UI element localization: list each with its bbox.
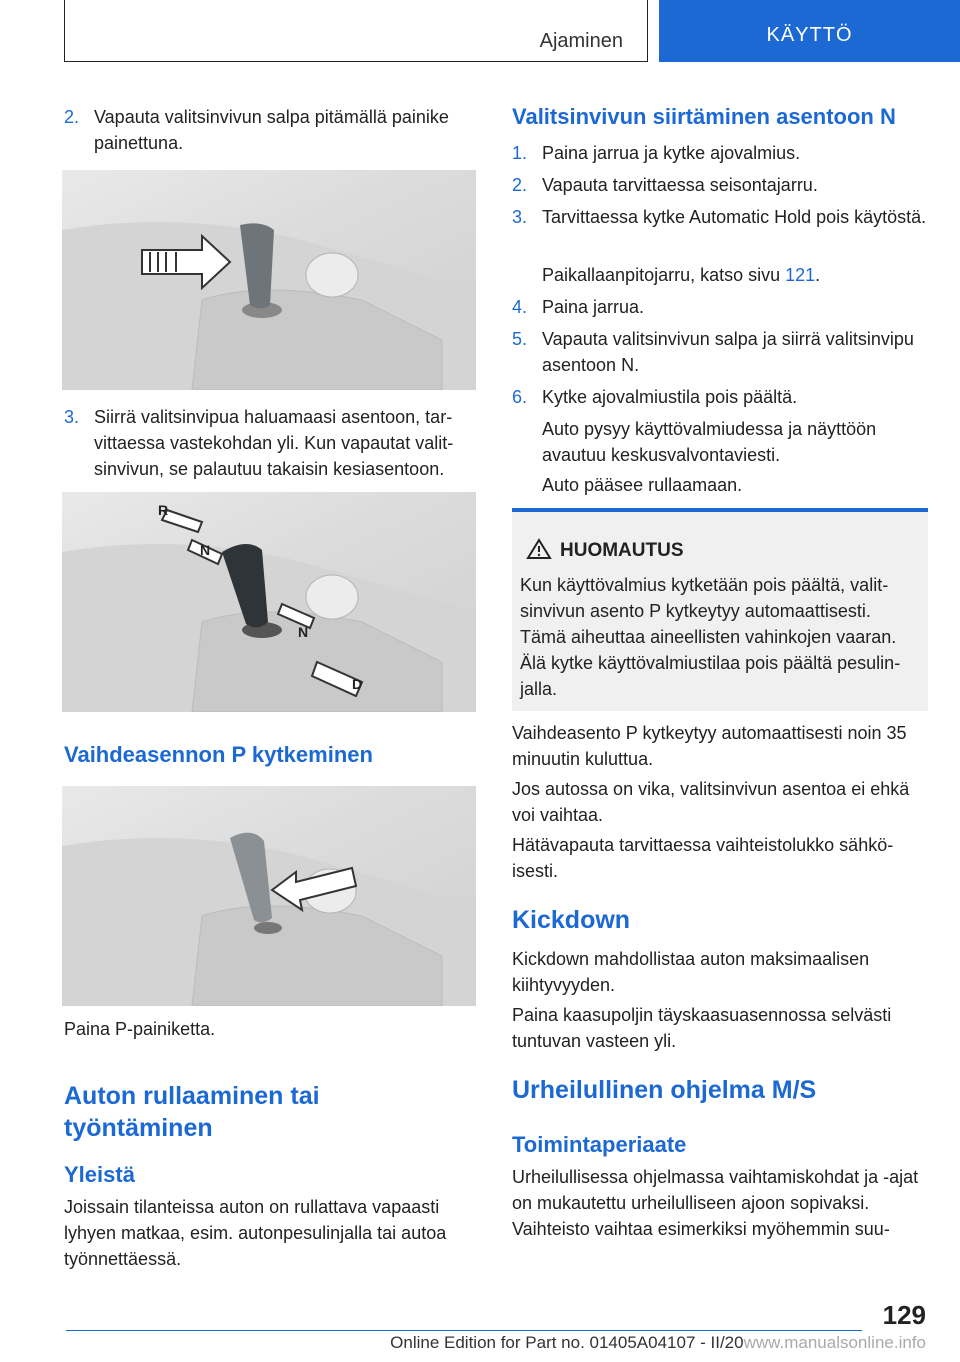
step-number: 2. xyxy=(512,175,528,195)
watermark: www.manualsonline.info xyxy=(743,1333,926,1352)
heading-p-position: Vaihdeasennon P kytkeminen xyxy=(64,742,373,767)
right-step-6 xyxy=(512,384,958,410)
right-step-1 xyxy=(512,140,958,166)
step-number: 4. xyxy=(512,297,528,317)
right-step-2 xyxy=(512,172,958,198)
gear-label-n-upper: N xyxy=(200,542,211,558)
step-number: 5. xyxy=(512,329,528,349)
heading-general: Yleistä xyxy=(64,1162,135,1187)
step-text: Kytke ajovalmiustila pois päältä. xyxy=(542,387,798,407)
note-title: HUOMAUTUS xyxy=(560,540,684,561)
para-fault: Jos autossa on vika, valitsinvivun asentoa ei ehkä voi vaihtaa. xyxy=(512,779,910,825)
principle-text: Urheilullisessa ohjelmassa vaihtamiskohdat ja -ajat on mukautettu urheilulliseen ajoon sopivaksi. Vaihteisto vaihtaa esimerkiksi myöhemmin suu- xyxy=(512,1167,919,1239)
right-step-4 xyxy=(512,294,958,320)
header-section-title: Ajaminen xyxy=(539,30,623,52)
page-ref-suffix: . xyxy=(815,265,821,285)
step-number: 6. xyxy=(512,387,528,407)
page-ref-link[interactable]: 121 xyxy=(785,265,816,285)
header-left-box xyxy=(64,0,648,62)
footer-divider xyxy=(66,1330,862,1331)
kickdown-text-1: Kickdown mahdollistaa auton maksimaalisen kiihtyvyyden. xyxy=(512,949,870,995)
step-6-subtext-1: Auto pysyy käyttövalmiudessa ja näyttöön avautuu keskusvalvontaviesti. xyxy=(542,419,877,465)
left-step-3 xyxy=(64,404,504,482)
step-text: Vapauta valitsinvivun salpa ja siirrä valitsinvipu asentoon N. xyxy=(542,329,914,375)
gear-label-n-lower: N xyxy=(298,624,309,640)
step-text: Paina jarrua. xyxy=(542,297,645,317)
step-6-subtext-2: Auto pääsee rullaamaan. xyxy=(542,475,743,495)
heading-rolling: Auton rullaaminen tai työntäminen xyxy=(64,1082,320,1142)
heading-position-n: Valitsinvivun siirtäminen asentoon N xyxy=(512,104,896,129)
step-text: Vapauta valitsinvivun salpa pitämällä painike painettuna. xyxy=(94,107,449,153)
para-emergency-release: Hätävapauta tarvittaessa vaihteistolukko sähköisesti. xyxy=(512,835,894,881)
shifter-unlock-image xyxy=(62,170,476,390)
step-text: Tarvittaessa kytke Automatic Hold pois käytöstä. xyxy=(542,207,927,227)
shifter-positions-image xyxy=(62,492,476,712)
edition-text: Online Edition for Part no. 01405A04107 - II/20 xyxy=(390,1333,744,1352)
caution-note xyxy=(512,508,928,711)
step-text: Vapauta tarvittaessa seisontajarru. xyxy=(542,175,818,195)
page-number: 129 xyxy=(882,1300,926,1330)
gear-label-r: R xyxy=(158,502,169,518)
left-step-2 xyxy=(64,104,500,156)
step-3-subtext xyxy=(542,262,932,288)
heading-kickdown: Kickdown xyxy=(512,906,631,934)
step-text: Paina jarrua ja kytke ajovalmius. xyxy=(542,143,801,163)
page-ref-prefix: Paikallaanpitojarru, katso sivu xyxy=(542,265,786,285)
kickdown-text-2: Paina kaasupoljin täyskaasuasennossa selvästi tuntuvan vasteen yli. xyxy=(512,1005,892,1051)
header-chapter-tab: KÄYTTÖ xyxy=(659,0,960,62)
warning-triangle-icon xyxy=(526,538,552,560)
step-number: 1. xyxy=(512,143,528,163)
step-text: Siirrä valitsinvipua haluamaasi asentoon, tarvittaessa vastekohdan yli. Kun vapautat valitsinvivun, se palautuu takaisin kesiasentoon. xyxy=(94,407,454,479)
heading-sport-program: Urheilullinen ohjelma M/S xyxy=(512,1076,817,1104)
step-number: 3. xyxy=(512,207,528,227)
para-auto-p: Vaihdeasento P kytkeytyy automaattisesti noin 35 minuutin kuluttua. xyxy=(512,723,907,769)
general-text: Joissain tilanteissa auton on rullattava vapaasti lyhyen matkaa, esim. autonpesulinjalla tai autoa työnnettäessä. xyxy=(64,1197,447,1269)
step-number: 2. xyxy=(64,107,80,127)
heading-principle: Toimintaperiaate xyxy=(512,1132,687,1157)
footer-edition xyxy=(0,1333,926,1353)
right-step-5 xyxy=(512,326,958,378)
gear-label-d: D xyxy=(352,676,363,692)
note-text: Kun käyttövalmius kytketään pois päältä, valitsinvivun asento P kytkeytyy automaattisesti. Tämä aiheuttaa aineellisten vahinkojen vaaran. Älä kytke käyttövalmiustilaa pois päältä pesulinjalla. xyxy=(520,575,901,699)
p-button-text: Paina P-painiketta. xyxy=(64,1019,216,1039)
right-step-3 xyxy=(512,204,958,230)
step-number: 3. xyxy=(64,407,80,427)
p-button-image xyxy=(62,786,476,1006)
